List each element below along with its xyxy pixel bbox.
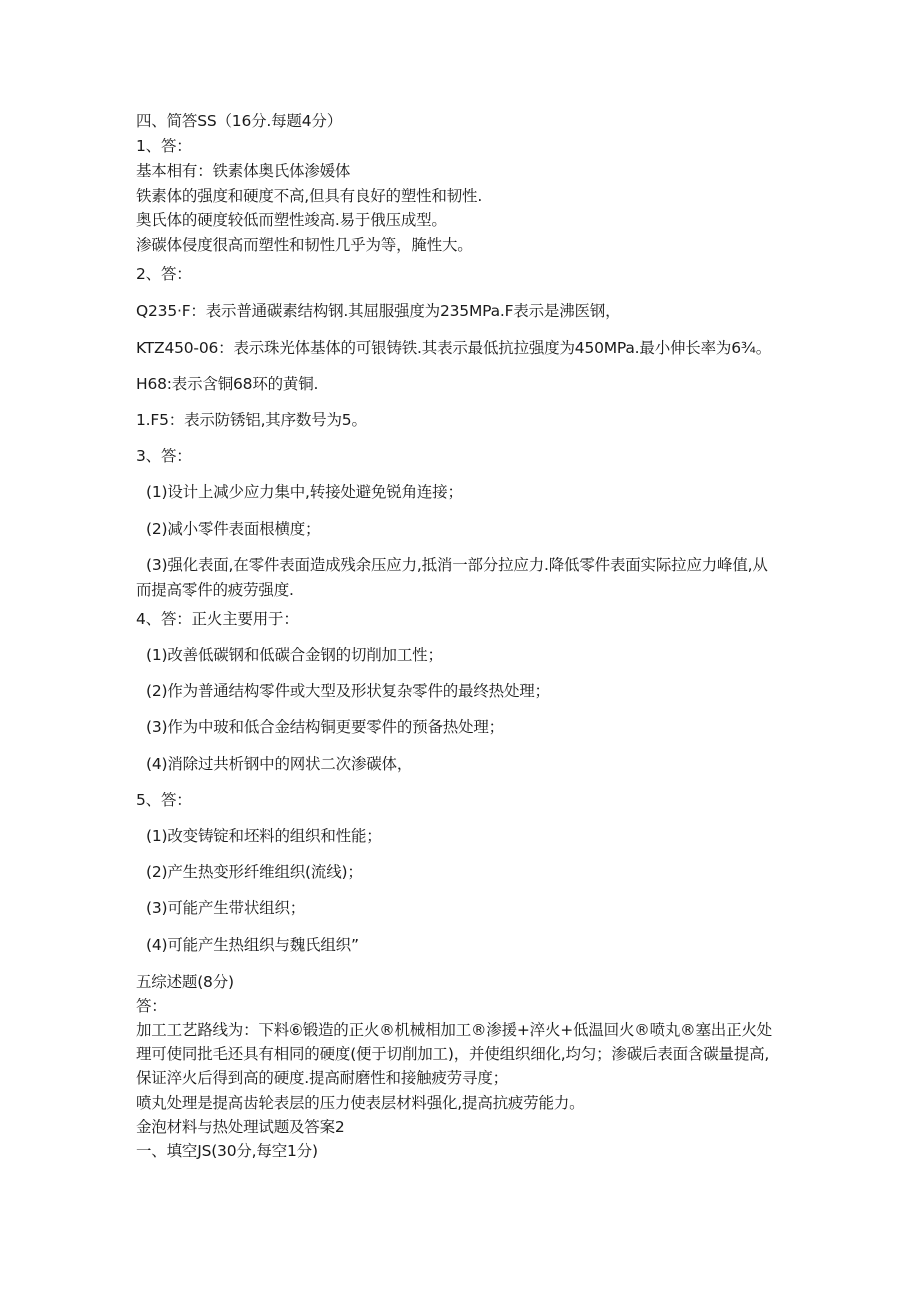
list-item: (1)设计上减少应力集中,转接处避免锐角连接； [146, 483, 463, 501]
list-item: (2)减小零件表面根横度； [146, 520, 321, 538]
text-line: KTZ450-06：表示珠光体基体的可银铸铁.其表示最低抗拉强度为450MPa.最小伸长率为6¾。 [136, 339, 771, 357]
list-item: (3)可能产生带状组织； [146, 899, 306, 917]
list-item: (2)作为普通结构零件或大型及形状复杂零件的最终热处理； [146, 682, 550, 700]
list-item: (1)改善低碳钢和低碳合金钢的切削加工性； [146, 646, 443, 664]
text-line: 保证淬火后得到高的硬度.提高耐磨性和接触疲劳寻度； [136, 1069, 508, 1087]
list-item: (3)强化表面,在零件表面造成残余压应力,抵消一部分拉应力.降低零件表面实际拉应力峰值,从 [146, 556, 768, 574]
text-line: 理可使同批毛还具有相同的硬度(便于切削加工)，并使组织细化,均匀；渗碳后表面含碳量提高, [136, 1045, 770, 1063]
section-heading-short-answer: 四、简答SS（16分.每题4分） [136, 112, 342, 130]
list-item: (1)改变铸锭和坯料的组织和性能； [146, 827, 382, 845]
section-heading-comprehensive: 五综述题(8分) [136, 973, 234, 991]
list-item: (3)作为中玻和低合金结构铜更要零件的预备热处理； [146, 718, 504, 736]
answer-2-label: 2、答： [136, 265, 192, 283]
text-line: 加工工艺路线为：下料⑥锻造的正火®机械相加工®渗援+淬火+低温回火®喷丸®塞出正火处 [136, 1021, 772, 1039]
text-line: Q235·F：表示普通碳素结构钢.其屈服强度为235MPa.F表示是沸医钢， [136, 302, 621, 320]
answer-5-label: 5、答： [136, 791, 192, 809]
text-line: H68:表示含铜68环的黄铜. [136, 375, 319, 393]
answer-4-label: 4、答：正火主要用于： [136, 610, 299, 628]
text-line: 1.F5：表示防锈铝,其序数号为5。 [136, 411, 367, 429]
list-item: (4)可能产生热组织与魏氏组织” [146, 936, 359, 954]
text-line: 渗碳体侵度很高而塑性和韧性几乎为等，腌性大。 [136, 236, 473, 254]
text-line: 奥氏体的硬度较低而塑性竣高.易于俄压成型。 [136, 211, 447, 229]
text-line: 铁素体的强度和硬度不高,但具有良好的塑性和韧性. [136, 187, 483, 205]
answer-label: 答： [136, 997, 167, 1015]
answer-1-label: 1、答： [136, 137, 192, 155]
list-item: (4)消除过共析钢中的网状二次渗碳体， [146, 755, 413, 773]
document-title-2: 金泡材料与热处理试题及答案2 [136, 1118, 345, 1136]
text-line: 喷丸处理是提高齿轮表层的压力使表层材料强化,提高抗疲劳能力。 [136, 1094, 585, 1112]
list-item: (2)产生热变形纤维组织(流线)； [146, 863, 363, 881]
section-heading-fill-blank: 一、填空JS(30分,每空1分) [136, 1142, 318, 1160]
answer-3-label: 3、答： [136, 447, 192, 465]
text-line: 而提高零件的疲劳强度. [136, 581, 294, 599]
text-line: 基本相有：铁素体奥氏体渗媛体 [136, 162, 351, 180]
